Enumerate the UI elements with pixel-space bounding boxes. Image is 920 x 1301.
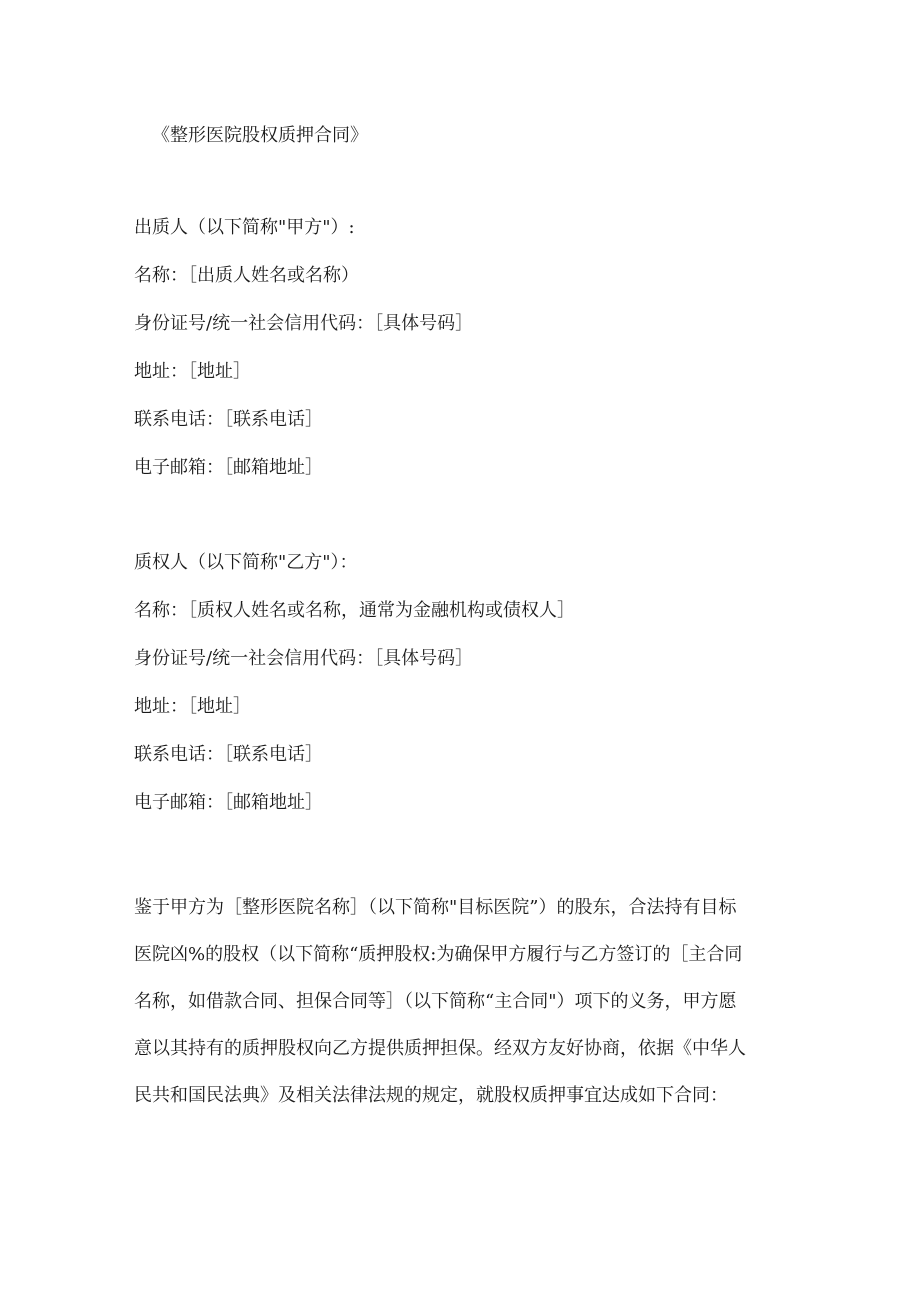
pledgee-heading: 质权人（以下简称"乙方"）： bbox=[134, 552, 358, 573]
preamble-line: 民共和国民法典》及相关法律法规的规定，就股权质押事宜达成如下合同： bbox=[134, 1085, 728, 1106]
pledgee-email: 电子邮箱：［邮箱地址］ bbox=[134, 792, 323, 813]
pledgor-heading: 出质人（以下简称"甲方"）: bbox=[134, 217, 355, 238]
pledgor-address: 地址：［地址］ bbox=[134, 361, 251, 382]
preamble-line: 医院凶%的股权（以下简称“质押股权:为确保甲方履行与乙方签订的［主合同 bbox=[134, 944, 743, 965]
document-title: 《整形医院股权质押合同》 bbox=[152, 125, 368, 146]
pledgor-id: 身份证号/统一社会信用代码：［具体号码］ bbox=[134, 313, 474, 334]
preamble-line: 意以其持有的质押股权向乙方提供质押担保。经双方友好协商，依据《中华人 bbox=[134, 1038, 746, 1059]
pledgee-address: 地址：［地址］ bbox=[134, 696, 251, 717]
pledgor-phone: 联系电话：［联系电话］ bbox=[134, 409, 323, 430]
pledgee-phone: 联系电话：［联系电话］ bbox=[134, 744, 323, 765]
preamble-paragraph bbox=[134, 884, 784, 1119]
pledgee-id: 身份证号/统一社会信用代码：［具体号码］ bbox=[134, 648, 474, 669]
preamble-line: 鉴于甲方为［整形医院名称］（以下简称"目标医院”）的股东，合法持有目标 bbox=[134, 897, 737, 918]
pledgor-email: 电子邮箱：［邮箱地址］ bbox=[134, 457, 323, 478]
pledgee-name: 名称：［质权人姓名或名称，通常为金融机构或债权人］ bbox=[134, 600, 575, 621]
pledgor-name: 名称：［出质人姓名或名称） bbox=[134, 265, 359, 286]
preamble-line: 名称，如借款合同、担保合同等］（以下简称“主合同"）项下的义务，甲方愿 bbox=[134, 991, 737, 1012]
